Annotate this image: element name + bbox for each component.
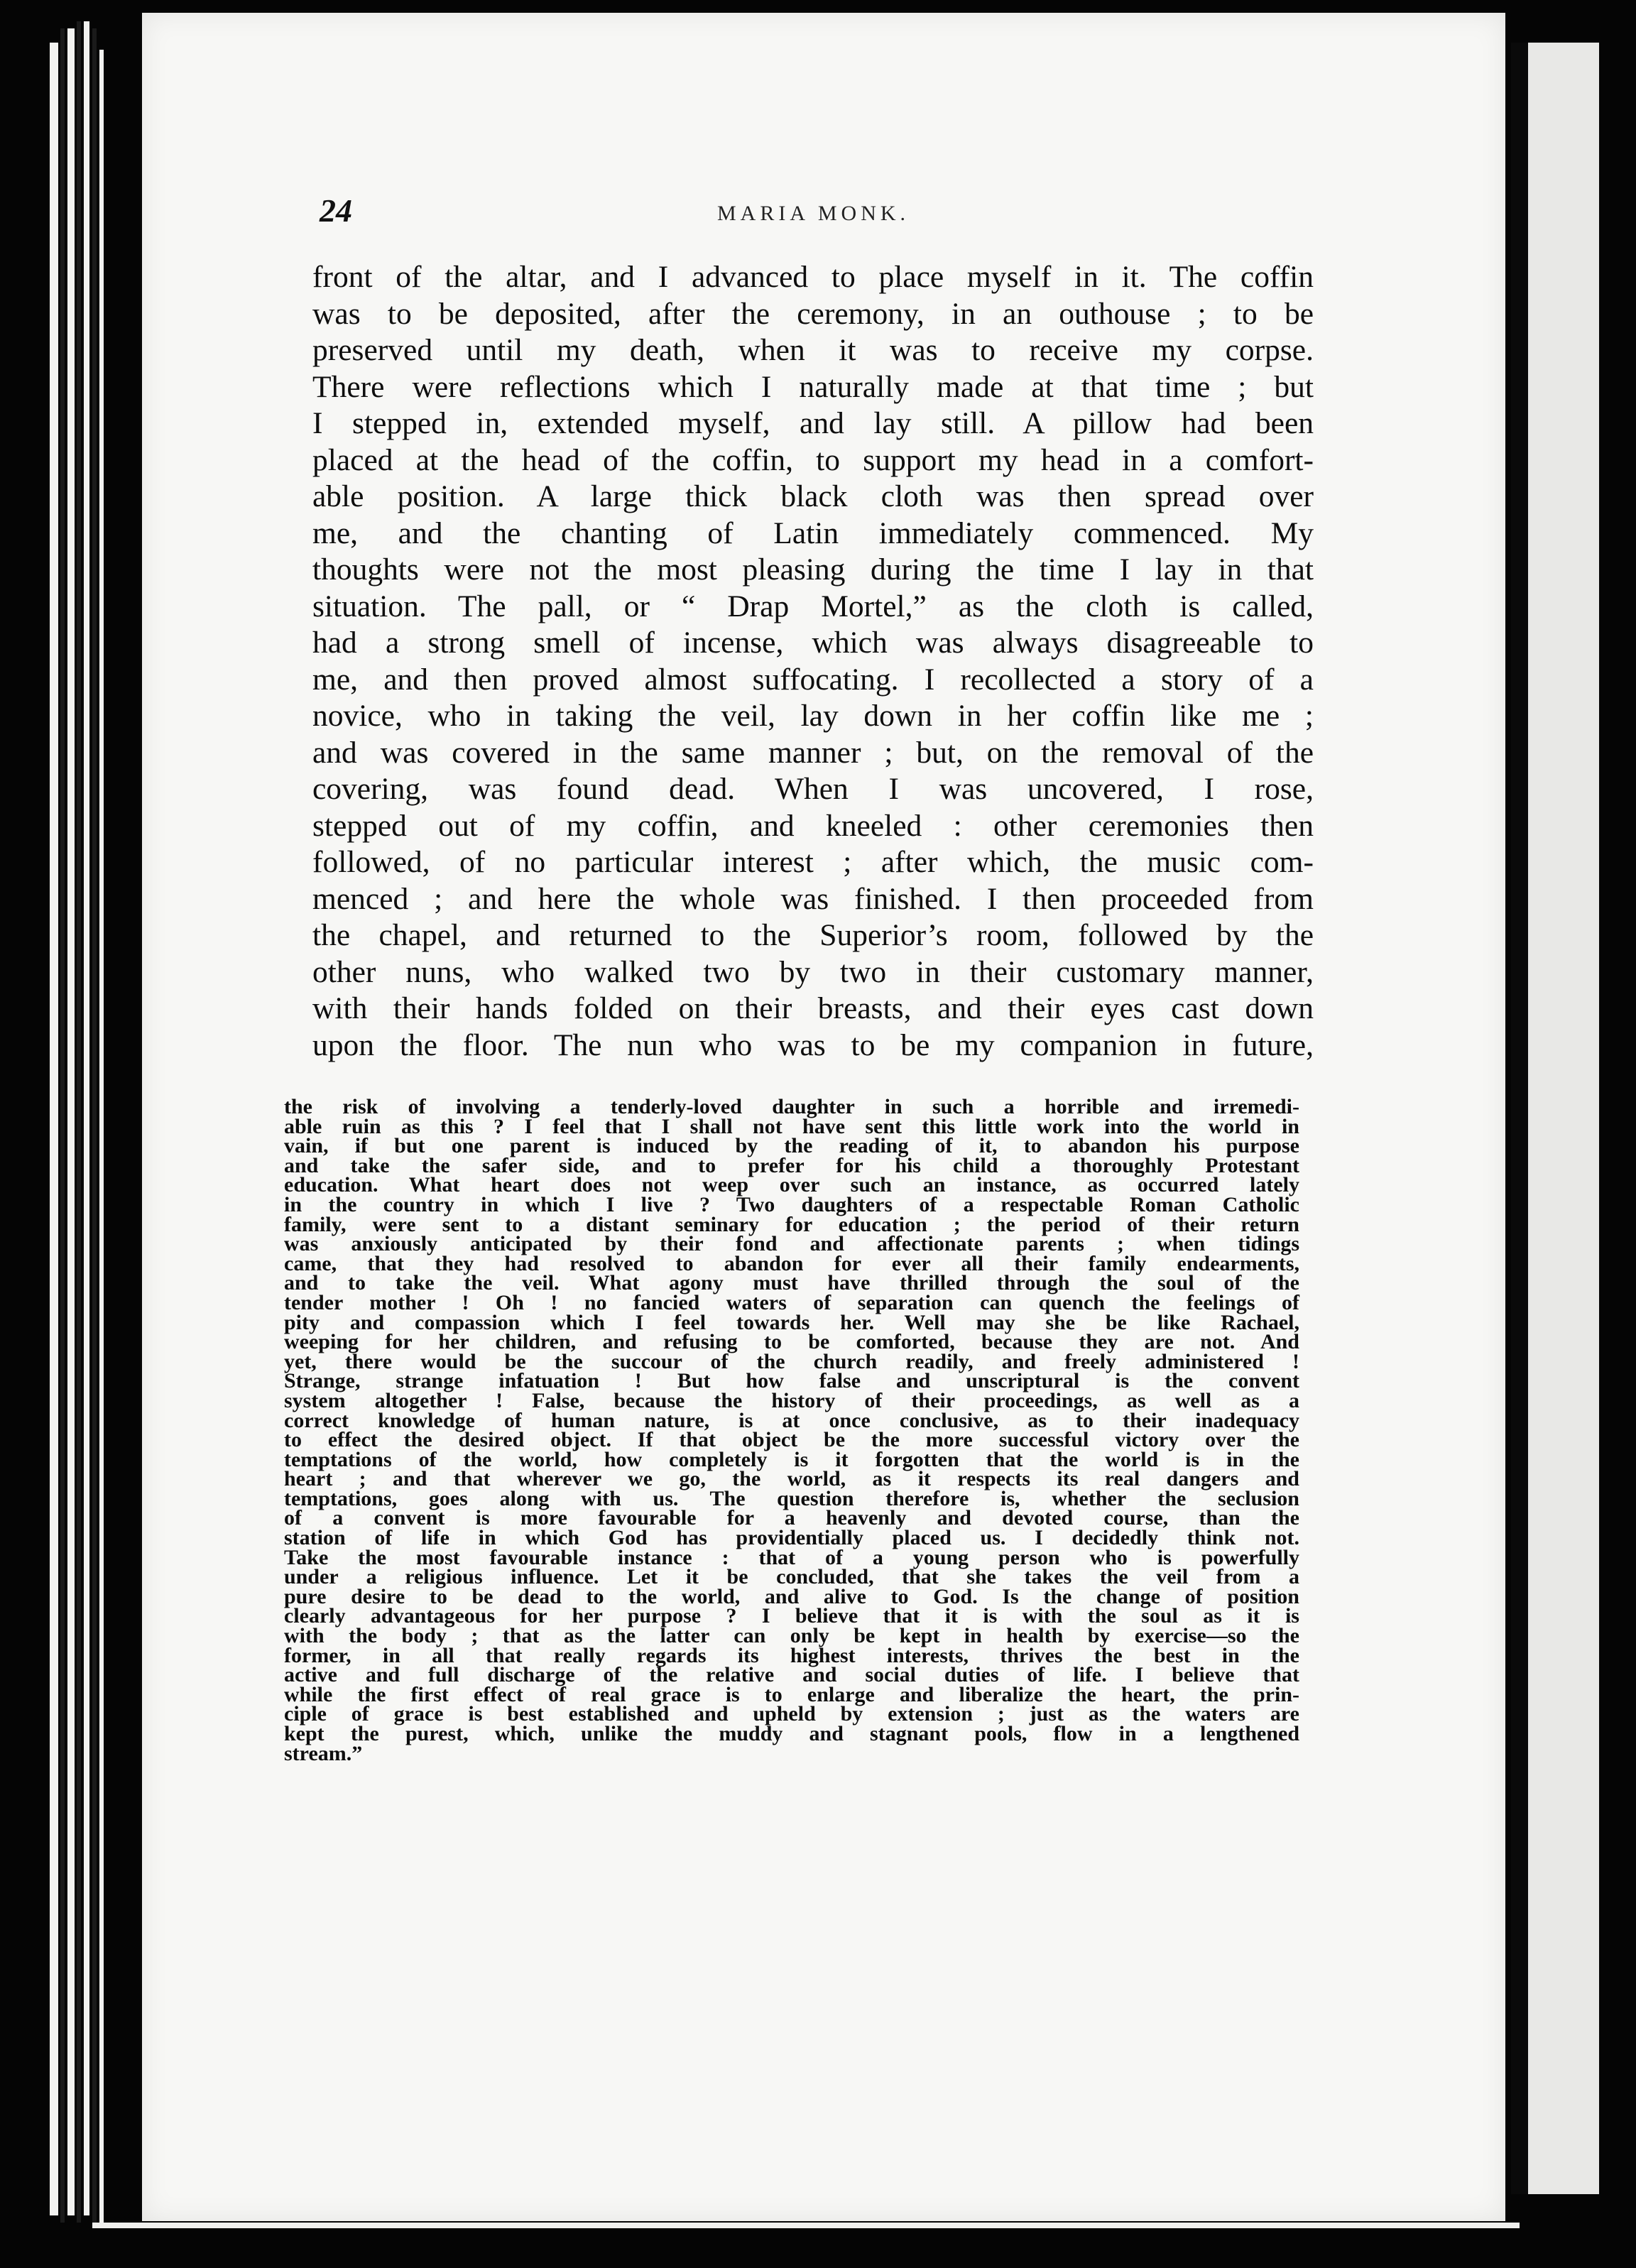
footnote-line: correct knowledge of human nature, is at once conclusive, as to their inadequacy [284,1408,1299,1432]
text-line: me, and the chanting of Latin immediately commenced. My [312,516,1314,550]
page-bottom-edge [92,2223,1520,2228]
footnote-line: clearly advantageous for her purpose ? I believe that it is with the soul as it is [284,1604,1299,1628]
footnote-line: active and full discharge of the relative and social duties of life. I believe that [284,1663,1299,1687]
footnote-line: system altogether ! False, because the history of their proceedings, as well as a [284,1388,1299,1412]
text-line: preserved until my death, when it was to receive my corpse. [312,333,1314,367]
footnote-line: while the first effect of real grace is to enlarge and liberalize the heart, the prin- [284,1682,1299,1706]
footnote-line: and to take the veil. What agony must have thrilled through the soul of the [284,1271,1299,1295]
footnote-line: and take the safer side, and to prefer for his child a thoroughly Protestant [284,1153,1299,1177]
facing-page-edge [1528,43,1599,2194]
footnote-line: in the country in which I live ? Two daughters of a respectable Roman Catholic [284,1192,1299,1216]
text-line: novice, who in taking the veil, lay down in her coffin like me ; [312,699,1314,733]
footnote-line: pure desire to be dead to the world, and alive to God. Is the change of position [284,1584,1299,1608]
footnote-line: under a religious influence. Let it be concluded, that she takes the veil from a [284,1565,1299,1589]
footnote-line: came, that they had resolved to abandon for ever all their family endearments, [284,1251,1299,1275]
page-stack-edge [99,50,104,2223]
text-line: There were reflections which I naturally made at that time ; but [312,369,1314,404]
text-line: able position. A large thick black cloth was then spread over [312,479,1314,513]
text-line: was to be deposited, after the ceremony, in an outhouse ; to be [312,296,1314,331]
footnote-line: Take the most favourable instance : that of a young person who is powerfully [284,1545,1299,1569]
footnote-line: pity and compassion which I feel towards her. Well may she be like Rachael, [284,1310,1299,1334]
footnote-line: tender mother ! Oh ! no fancied waters of separation can quench the feelings of [284,1290,1299,1314]
running-title: MARIA MONK. [717,202,910,225]
text-line: had a strong smell of incense, which was always disagreeable to [312,626,1314,660]
text-line: followed, of no particular interest ; after which, the music com- [312,845,1314,879]
footnote-line: family, were sent to a distant seminary for education ; the period of their return [284,1212,1299,1236]
page-number: 24 [320,192,352,229]
footnote-line: temptations, goes along with us. The question therefore is, whether the seclusion [284,1486,1299,1510]
footnote-line: to effect the desired object. If that object be the more successful victory over the [284,1428,1299,1452]
footnote-line: Strange, strange infatuation ! But how false and unscriptural is the convent [284,1369,1299,1393]
footnote-line: was anxiously anticipated by their fond and affectionate parents ; when tidings [284,1232,1299,1256]
text-line: with their hands folded on their breasts, and their eyes cast down [312,991,1314,1025]
footnote-line: station of life in which God has providentially placed us. I decidedly think not. [284,1526,1299,1550]
text-line: me, and then proved almost suffocating. I recollected a story of a [312,662,1314,697]
footnote-line: ciple of grace is best established and upheld by extension ; just as the waters are [284,1702,1299,1726]
page-stack-edge [84,21,89,2215]
page-stack-edge [50,43,58,2215]
footnote-line: temptations of the world, how completely is it forgotten that the world is in the [284,1447,1299,1471]
text-line: menced ; and here the whole was finished. I then proceeded from [312,881,1314,916]
page-stack-shadow [60,28,65,2223]
footnote-line: former, in all that really regards its highest interests, thrives the best in the [284,1643,1299,1667]
footnote-block [284,1097,1299,1763]
text-line: the chapel, and returned to the Superior’s room, followed by the [312,918,1314,952]
main-text-block [312,259,1314,1064]
footnote-line: stream.” [284,1741,363,1765]
footnote-line: kept the purest, which, unlike the muddy and stagnant pools, flow in a lengthened [284,1722,1299,1745]
text-line: situation. The pall, or “ Drap Mortel,” as the cloth is called, [312,589,1314,623]
text-line: front of the altar, and I advanced to place myself in it. The coffin [312,260,1314,294]
page-stack-shadow [92,28,97,2223]
footnote-line: able ruin as this ? I feel that I shall not have sent this little work into the world in [284,1114,1299,1138]
text-line: and was covered in the same manner ; but, on the removal of the [312,735,1314,770]
text-line: placed at the head of the coffin, to support my head in a comfort- [312,442,1314,477]
footnote-line: weeping for her children, and refusing to be comforted, because they are not. And [284,1330,1299,1354]
page-stack-shadow [77,21,81,2223]
page-stack-edge [67,28,75,2215]
text-line: other nuns, who walked two by two in their customary manner, [312,954,1314,989]
footnote-line: of a convent is more favourable for a heavenly and devoted course, than the [284,1506,1299,1530]
footnote-line: heart ; and that wherever we go, the world, as it respects its real dangers and [284,1467,1299,1491]
text-line: upon the floor. The nun who was to be my companion in future, [312,1027,1314,1062]
footnote-line: vain, if but one parent is induced by the reading of it, to abandon his purpose [284,1134,1299,1158]
footnote-line: education. What heart does not weep over such an instance, as occurred lately [284,1173,1299,1197]
running-head [320,192,1349,241]
text-line: I stepped in, extended myself, and lay still. A pillow had been [312,406,1314,440]
text-line: covering, was found dead. When I was uncovered, I rose, [312,772,1314,806]
text-line: stepped out of my coffin, and kneeled : other ceremonies then [312,808,1314,843]
footnote-line: with the body ; that as the latter can only be kept in health by exercise—so the [284,1624,1299,1648]
text-line: thoughts were not the most pleasing during the time I lay in that [312,552,1314,587]
footnote-line: yet, there would be the succour of the church readily, and freely administered ! [284,1349,1299,1373]
footnote-line: the risk of involving a tenderly-loved daughter in such a horrible and irremedi- [284,1095,1299,1118]
book-gutter [1511,43,1528,2194]
